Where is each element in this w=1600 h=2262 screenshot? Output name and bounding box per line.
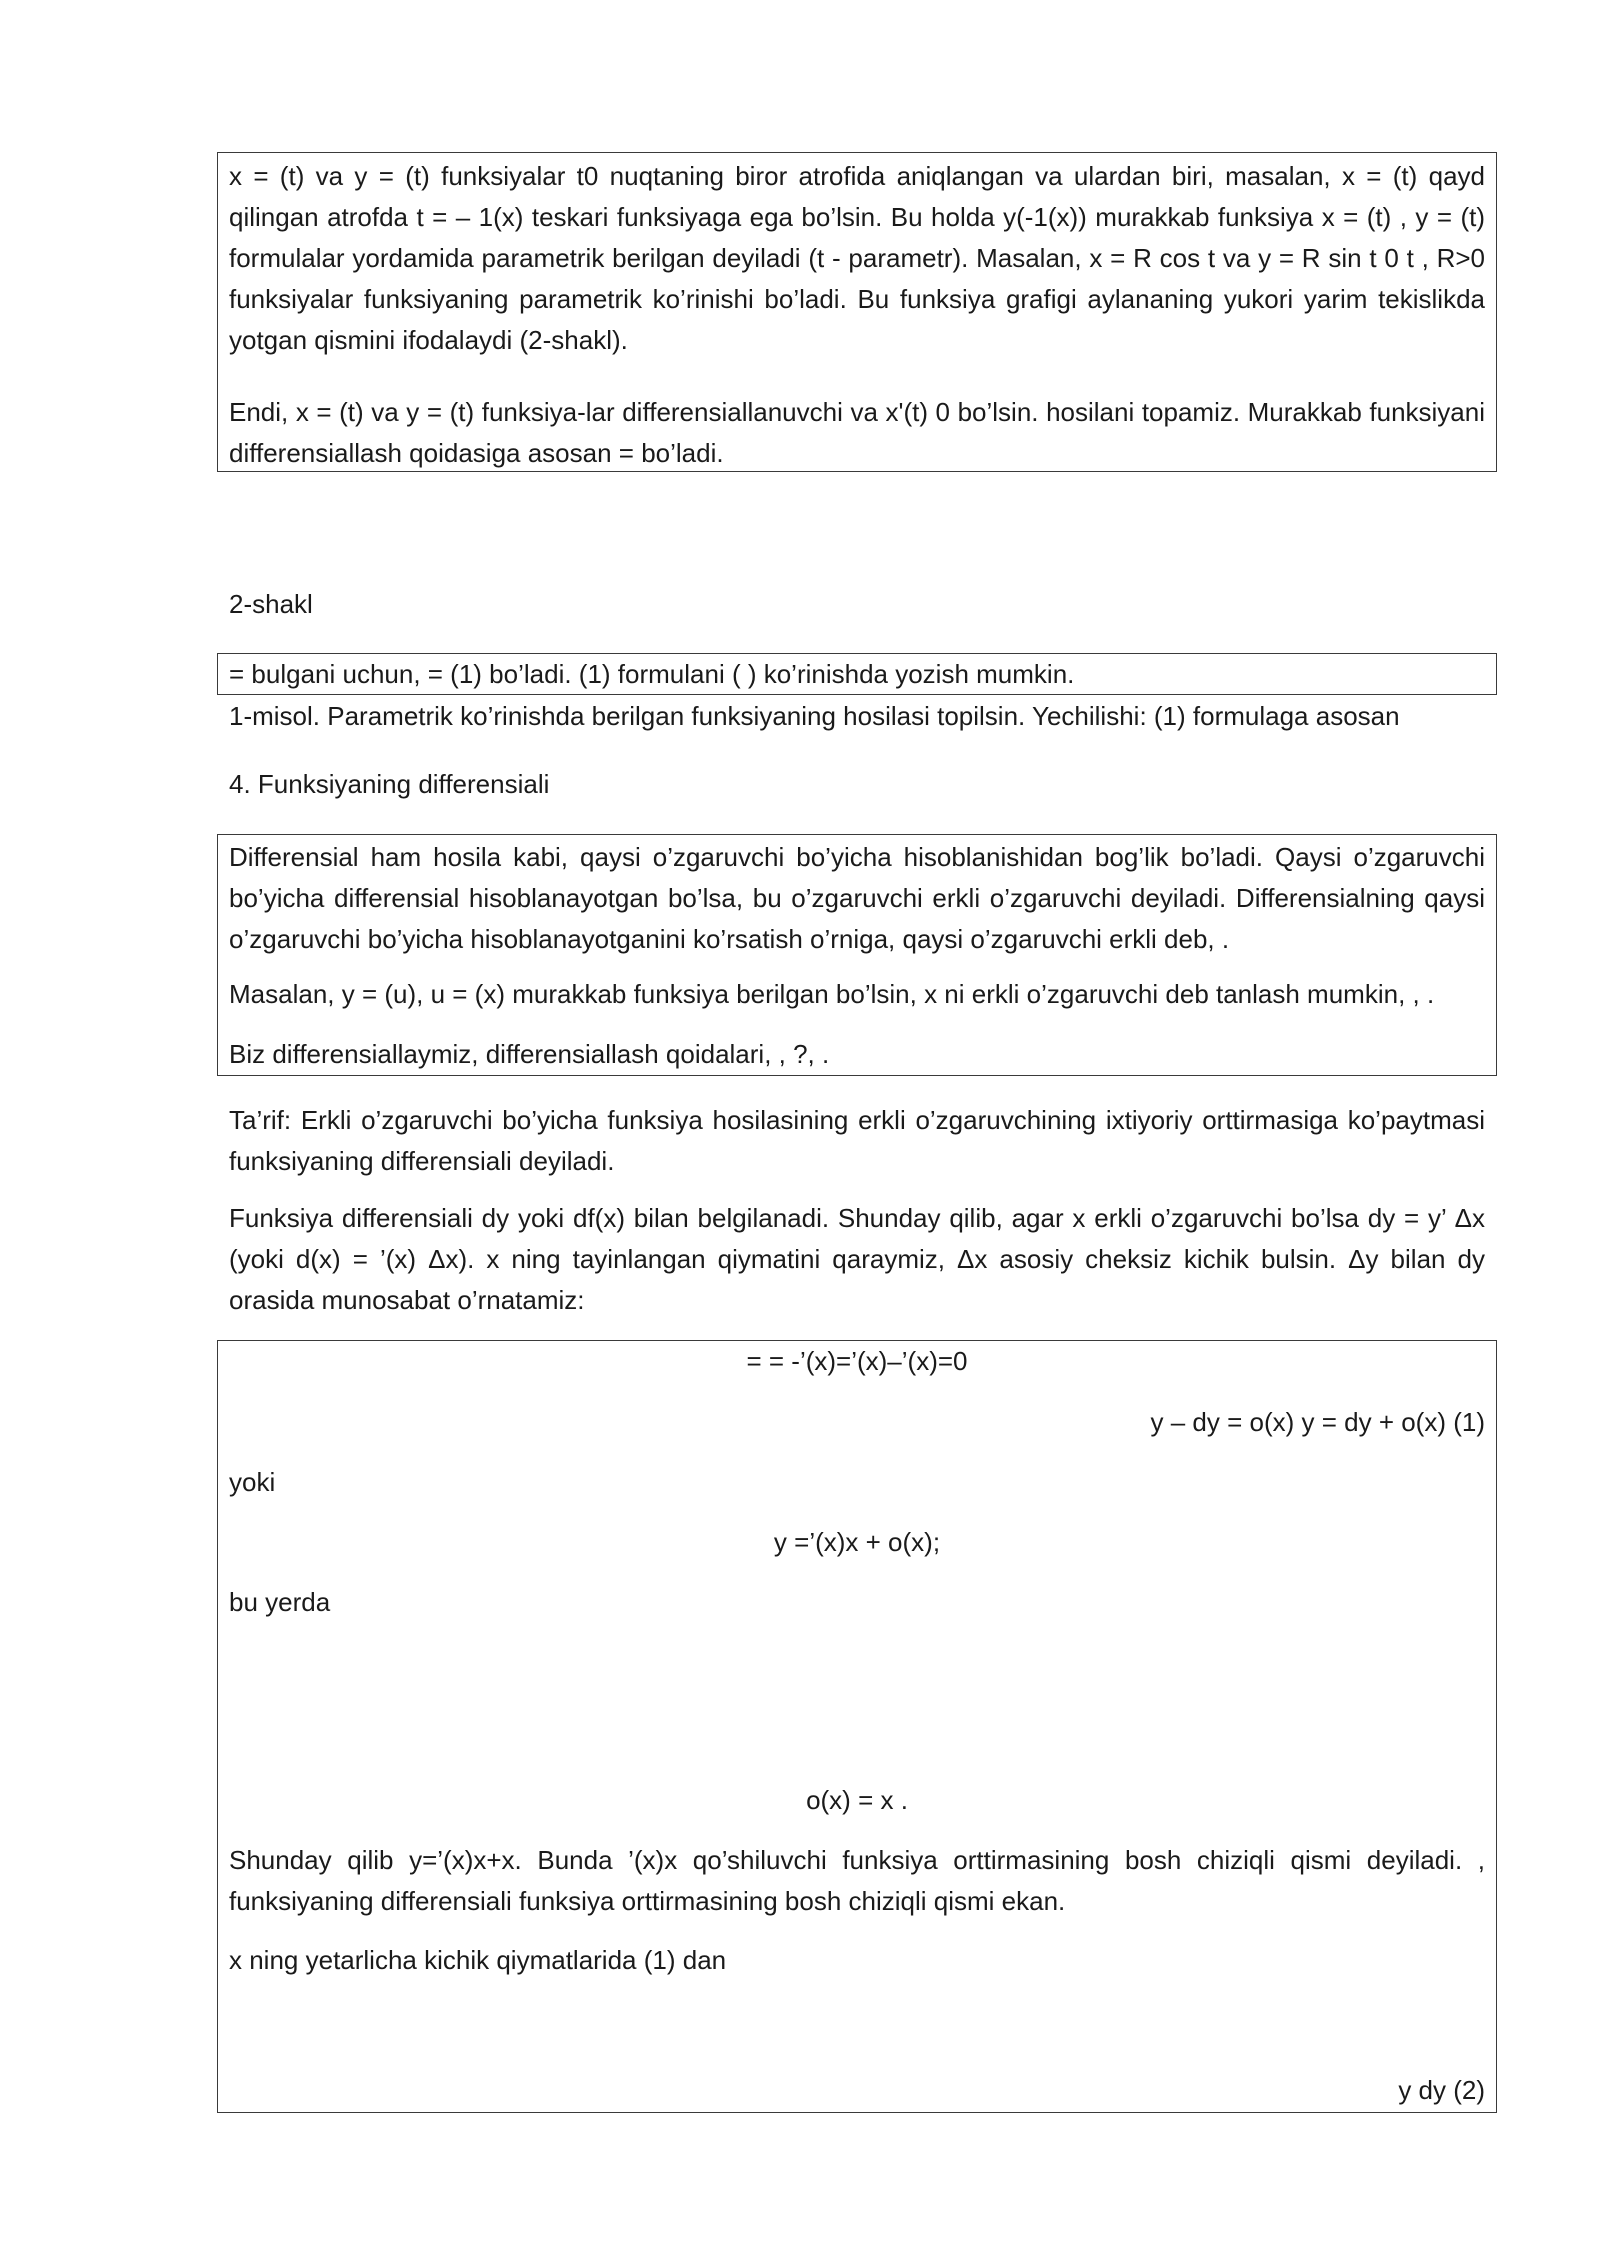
formula-o-small: o(x) = x . bbox=[806, 1785, 908, 1815]
section-heading: 4. Funksiyaning differensiali bbox=[229, 769, 550, 799]
paragraph-composite-example: Masalan, y = (u), u = (x) murakkab funksiya berilgan bo’lsin, x ni erkli o’zgaruvchi deb tanlash mumkin, , . bbox=[229, 979, 1435, 1009]
definition-paragraph: Ta’rif: Erkli o’zgaruvchi bo’yicha funksiya hosilasining erkli o’zgaruvchining ixtiyoriy orttirmasiga ko’paytmasi funksiyaning differensiali deyiladi. bbox=[229, 1105, 1485, 1176]
paragraph-differential-variable: Differensial ham hosila kabi, qaysi o’zgaruvchi bo’yicha hisoblanishidan bog’lik bo’ladi. Qaysi o’zgaruvchi bo’yicha differensial hisoblanayotgan bo’lsa, bu o’zgaruvchi erkli o’zgaruvchi deyiladi. Differensialning qaysi o’zgaruvchi bo’yicha hisoblanayotganini ko’rsatish o’rniga, qaysi o’zgaruvchi erkli deb, . bbox=[229, 842, 1485, 954]
formula-increment-relation: y – dy = o(x) y = dy + o(x) (1) bbox=[1150, 1407, 1485, 1437]
paragraph-parametric-definition: x = (t) va y = (t) funksiyalar t0 nuqtaning biror atrofida aniqlangan va ulardan biri, masalan, x = (t) qayd qilingan atrofda t = – 1(x) teskari funksiyaga ega bo’lsin. Bu holda y(-1(x)) murakkab funksiya x = (t) , y = (t) formulalar yordamida parametrik berilgan deyiladi (t - parametr). Masalan, x = R cos t va y = R sin t 0 t , R>0 funksiyalar funksiyaning parametrik ko’rinishi bo’ladi. Bu funksiya grafigi aylananing yukori yarim tekislikda yotgan qismini ifodalaydi (2-shakl). bbox=[229, 161, 1485, 355]
figure-caption: 2-shakl bbox=[229, 589, 313, 619]
example-1-text: 1-misol. Parametrik ko’rinishda berilgan funksiyaning hosilasi topilsin. Yechilishi: (1) formulaga asosan bbox=[229, 701, 1400, 731]
word-bu-yerda: bu yerda bbox=[229, 1587, 331, 1617]
text-box-differential-formulas bbox=[217, 1340, 1497, 2113]
formula-zero-limit: = = -’(x)=’(x)–’(x)=0 bbox=[746, 1346, 968, 1376]
paragraph-parametric-derivative: Endi, x = (t) va y = (t) funksiya-lar differensiallanuvchi va x'(t) 0 bo’lsin. hosilani topamiz. Murakkab funksiyani differensiallash qoidasiga asosan = bo’ladi. bbox=[229, 397, 1485, 468]
formula-increment-expansion: y =’(x)x + o(x); bbox=[773, 1527, 941, 1557]
paragraph-differentiation-rules: Biz differensiallaymiz, differensiallash qoidalari, , ?, . bbox=[229, 1039, 830, 1069]
word-yoki: yoki bbox=[229, 1467, 276, 1497]
notation-paragraph: Funksiya differensiali dy yoki df(x) bilan belgilanadi. Shunday qilib, agar x erkli o’zgaruvchi bo’lsa dy = y’ Δx (yoki d(x) = ’(x) Δx). x ning tayinlangan qiymatini qaraymiz, Δx asosiy cheksiz kichik bulsin. Δy bilan dy orasida munosabat o’rnatamiz: bbox=[229, 1203, 1485, 1315]
formula-note-line: = bulgani uchun, = (1) bo’ladi. (1) formulani ( ) ko’rinishda yozish mumkin. bbox=[229, 659, 1075, 689]
paragraph-principal-part: Shunday qilib y=’(x)x+x. Bunda ’(x)x qo’shiluvchi funksiya orttirmasining bosh chiziqli qismi deyiladi. , funksiyaning differensiali funksiya orttirmasining bosh chiziqli qismi ekan. bbox=[229, 1845, 1485, 1916]
paragraph-small-values: x ning yetarlicha kichik qiymatlarida (1) dan bbox=[229, 1945, 727, 1975]
formula-approximation: y dy (2) bbox=[1398, 2075, 1485, 2105]
